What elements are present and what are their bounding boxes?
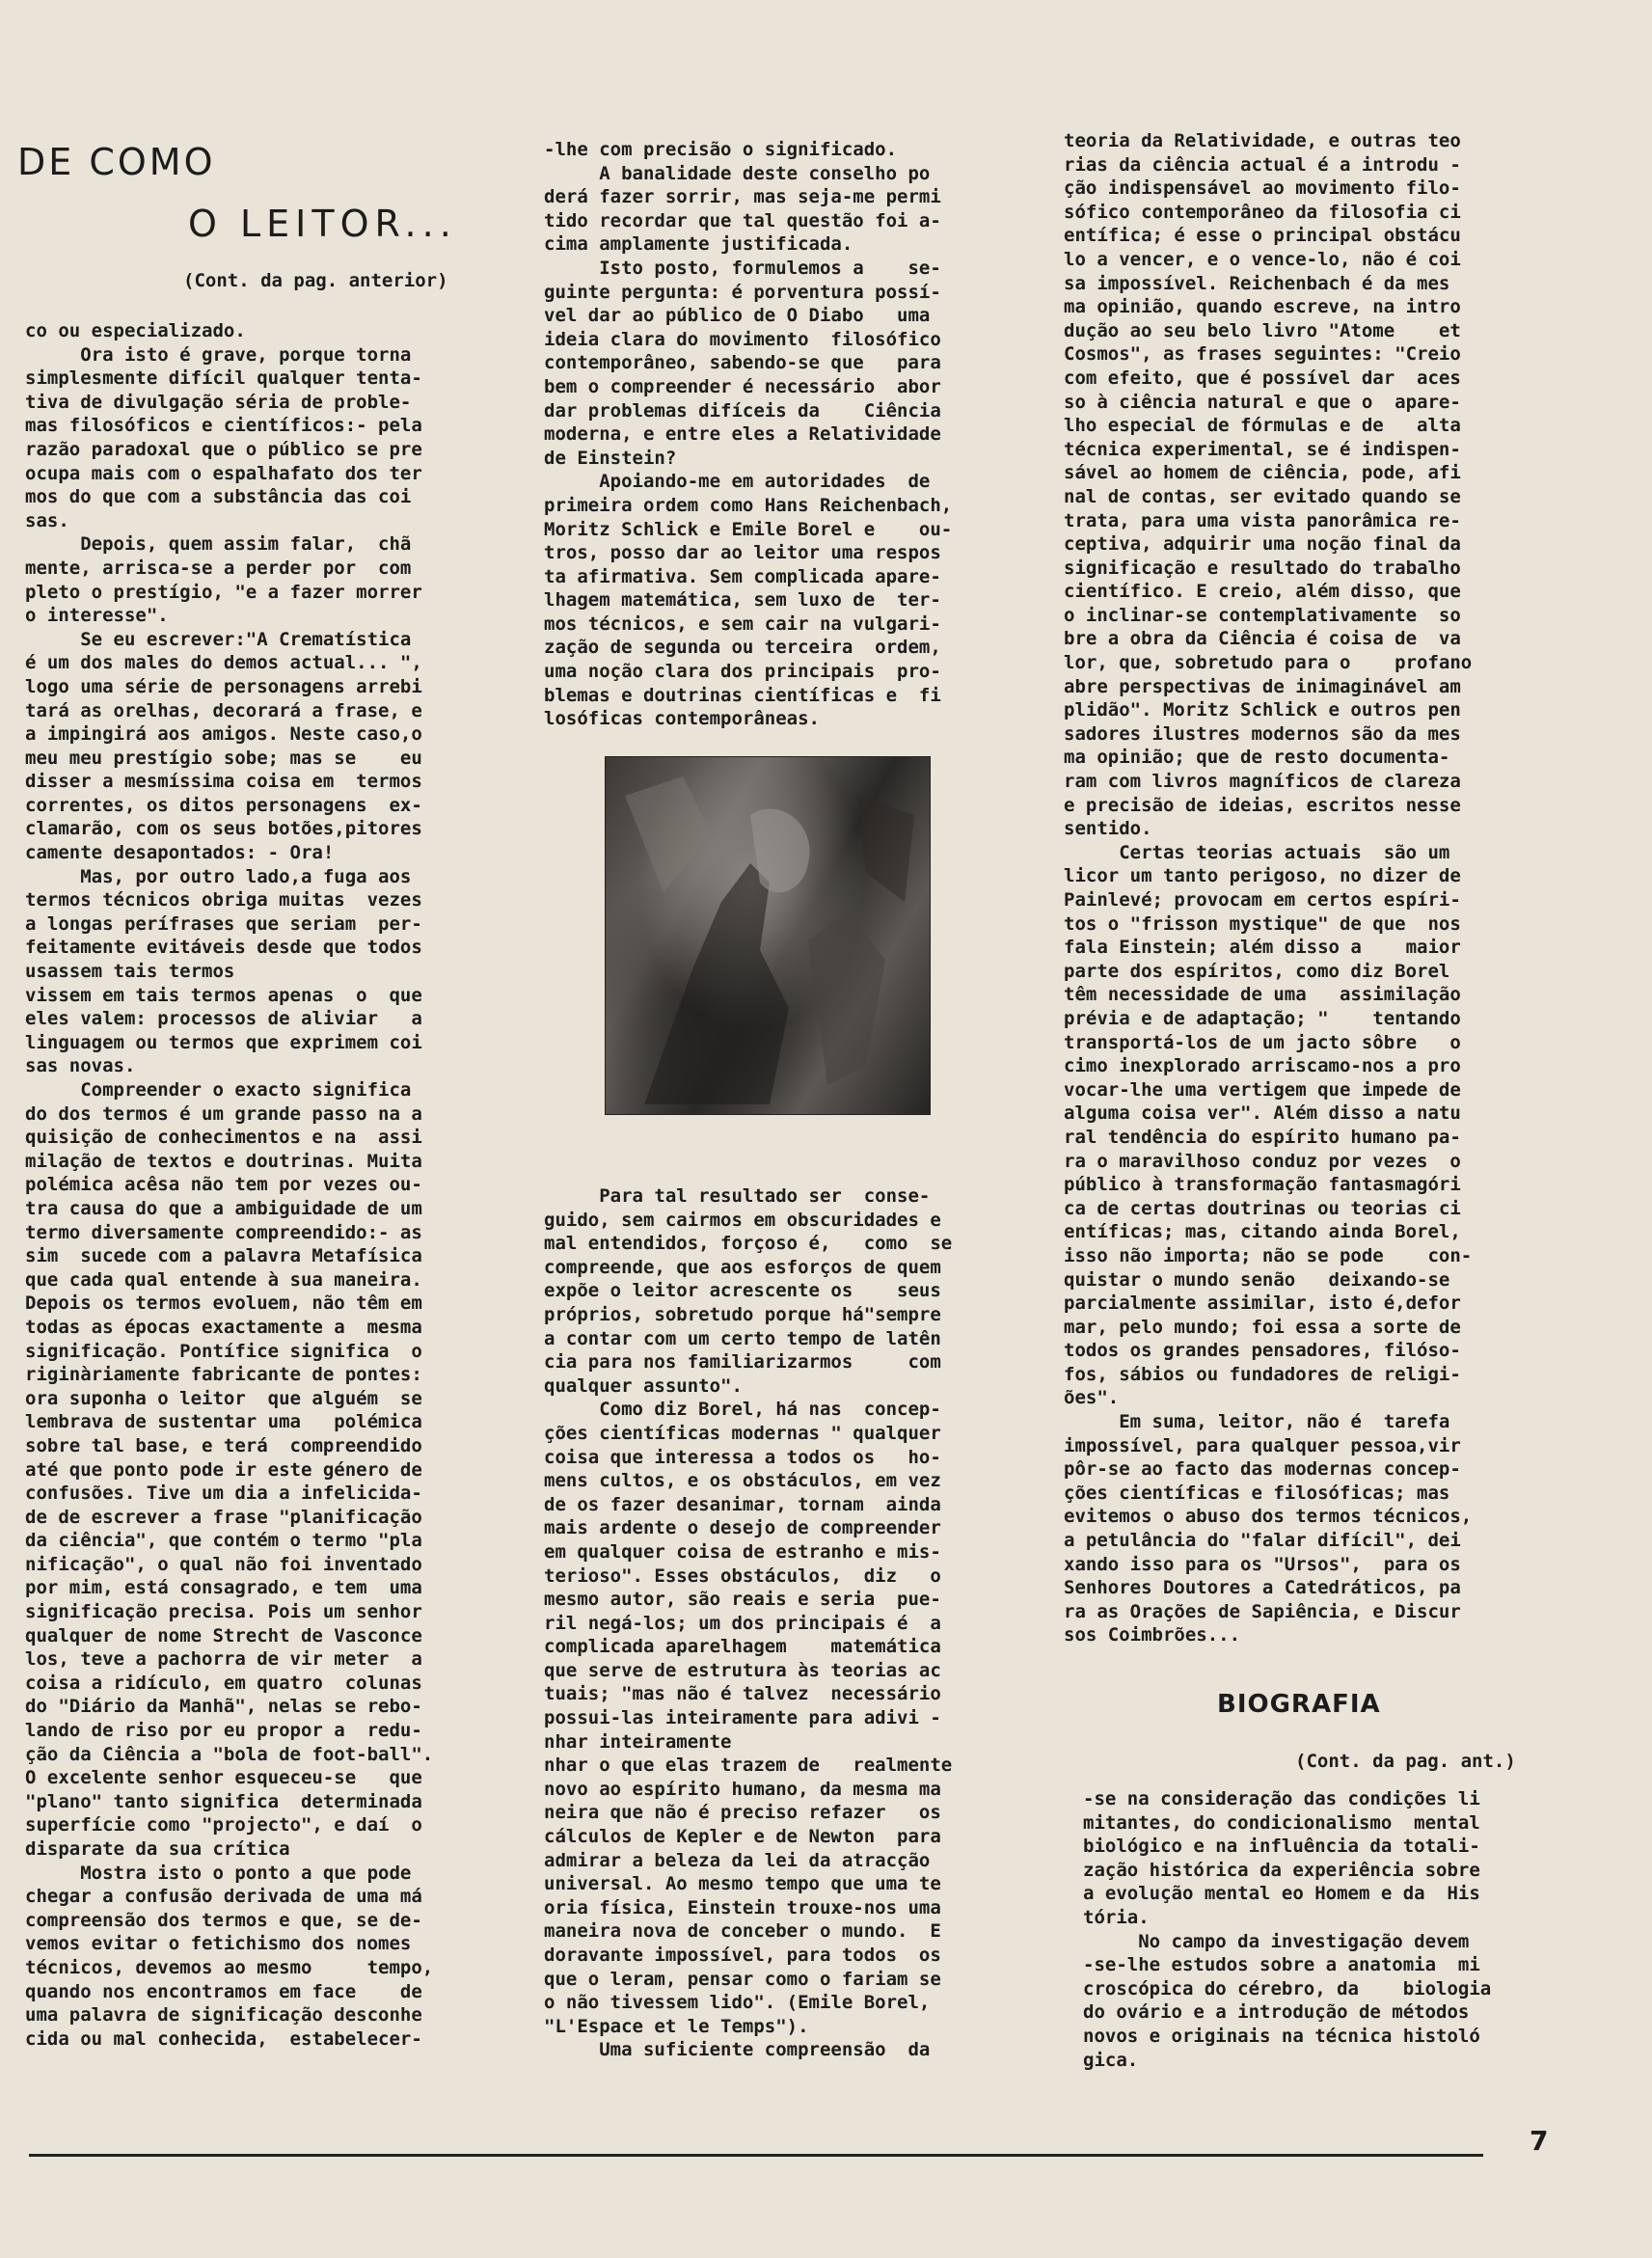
text-line: eles valem: processos de aliviar a xyxy=(25,1008,422,1030)
text-line: coisa que interessa a todos os ho- xyxy=(544,1446,941,1468)
text-line: expõe o leitor acrescente os seus xyxy=(544,1280,941,1302)
text-line: da ciência", que contém o termo "pla xyxy=(25,1530,422,1552)
text-line: tória. xyxy=(1083,1906,1150,1928)
text-line: -se na consideração das condições li xyxy=(1083,1788,1480,1809)
text-line: terioso". Esses obstáculos, diz o xyxy=(544,1564,941,1587)
text-line: que cada qual entende à sua maneira. xyxy=(25,1268,422,1291)
text-line: dar problemas difíceis da Ciência xyxy=(544,399,941,422)
text-line: transportá-los de um jacto sôbre o xyxy=(1064,1031,1461,1053)
text-line: uma noção clara dos principais pro- xyxy=(544,661,941,683)
text-line: mal entendidos, forçoso é, como se xyxy=(544,1233,953,1255)
text-line: termos técnicos obriga muitas vezes xyxy=(25,889,422,911)
text-line: plidão". Moritz Schlick e outros pen xyxy=(1064,699,1461,721)
text-line: científico. E creio, além disso, que xyxy=(1064,581,1461,603)
text-line: de Einstein? xyxy=(544,447,677,469)
column-right-top xyxy=(1064,129,1546,1673)
text-line: todos os grandes pensadores, filóso- xyxy=(1064,1340,1461,1362)
text-line: nal de contas, ser evitado quando se xyxy=(1064,485,1461,507)
text-line: meu meu prestígio sobe; mas se eu xyxy=(25,747,422,769)
text-line: razão paradoxal que o público se pre xyxy=(25,438,422,460)
text-line: por mim, está consagrado, e tem uma xyxy=(25,1577,422,1599)
text-line: cia para nos familiarizarmos com xyxy=(544,1351,941,1374)
text-line: do "Diário da Manhã", nelas se rebo- xyxy=(25,1696,422,1718)
text-line: sável ao homem de ciência, pode, afi xyxy=(1064,462,1461,484)
text-line: quistar o mundo senão deixando-se xyxy=(1064,1268,1450,1291)
text-line: biológico e na influência da totali- xyxy=(1083,1836,1480,1858)
text-line: novos e originais na técnica histoló xyxy=(1083,2025,1480,2047)
text-line: chegar a confusão derivada de uma má xyxy=(25,1886,422,1908)
text-line: vissem em tais termos apenas o que xyxy=(25,984,422,1006)
text-line: ideia clara do movimento filosófico xyxy=(544,328,941,350)
text-line: O excelente senhor esqueceu-se que xyxy=(25,1767,422,1789)
text-line: contemporâneo, sabendo-se que para xyxy=(544,352,941,374)
text-line: "L'Espace et le Temps"). xyxy=(544,2015,809,2037)
column-middle-top xyxy=(544,138,1016,746)
text-line: Depois, quem assim falar, chã xyxy=(25,533,412,556)
text-line: confusões. Tive um dia a infelicida- xyxy=(25,1483,422,1505)
text-line: cima amplamente justificada. xyxy=(544,233,853,256)
text-line: o inclinar-se contemplativamente so xyxy=(1064,604,1461,626)
text-line: cida ou mal conhecida, estabelecer- xyxy=(25,2027,422,2050)
text-line: ram com livros magníficos de clareza xyxy=(1064,771,1461,793)
text-line: mens cultos, e os obstáculos, em vez xyxy=(544,1470,941,1492)
text-line: ral tendência do espírito humano pa- xyxy=(1064,1126,1461,1148)
text-line: nhar o que elas trazem de realmente xyxy=(544,1755,953,1777)
text-line: isso não importa; não se pode con- xyxy=(1064,1244,1473,1266)
text-line: clamarão, com os seus botões,pitores xyxy=(25,818,422,840)
text-line: Painlevé; provocam em certos espíri- xyxy=(1064,889,1461,911)
text-line: coisa a ridículo, em quatro colunas xyxy=(25,1672,422,1694)
text-line: mitantes, do condicionalismo mental xyxy=(1083,1811,1480,1834)
text-line: têm necessidade de uma assimilação xyxy=(1064,984,1461,1006)
text-line: que o leram, pensar como o fariam se xyxy=(544,1968,941,1990)
text-line: a contar com um certo tempo de latên xyxy=(544,1327,941,1349)
text-line: quisição de conhecimentos e na assi xyxy=(25,1127,422,1149)
text-line: ção indispensável ao movimento filo- xyxy=(1064,177,1461,200)
text-line: até que ponto pode ir este género de xyxy=(25,1458,422,1481)
text-line: sentido. xyxy=(1064,818,1152,840)
text-line: compreensão dos termos e que, se de- xyxy=(25,1909,422,1931)
text-line: Senhores Doutores a Catedráticos, pa xyxy=(1064,1577,1461,1599)
text-line: cálculos de Kepler e de Newton para xyxy=(544,1826,941,1848)
text-line: lando de riso por eu propor a redu- xyxy=(25,1720,422,1742)
text-line: lhagem matemática, sem luxo de ter- xyxy=(544,589,941,612)
text-line: tido recordar que tal questão foi a- xyxy=(544,209,941,231)
text-line: do dos termos é um grande passo na a xyxy=(25,1102,422,1125)
text-line: nificação", o qual não foi inventado xyxy=(25,1553,422,1575)
text-line: ções científicas modernas " qualquer xyxy=(544,1422,941,1444)
text-line: ma opinião, quando escreve, na intro xyxy=(1064,296,1461,318)
text-line: qualquer assunto". xyxy=(544,1374,743,1397)
text-line: bem o compreender é necessário abor xyxy=(544,375,941,397)
text-line: público à transformação fantasmagóri xyxy=(1064,1174,1461,1196)
text-line: riginàriamente fabricante de pontes: xyxy=(25,1364,422,1386)
footer-rule xyxy=(29,2154,1483,2157)
text-line: disser a mesmíssima coisa em termos xyxy=(25,771,422,793)
text-line: milação de textos e doutrinas. Muita xyxy=(25,1150,422,1172)
text-line: ril negá-los; um dos principais é a xyxy=(544,1612,941,1634)
text-line: mar, pelo mundo; foi essa a sorte de xyxy=(1064,1316,1461,1338)
text-line: Apoiando-me em autoridades de xyxy=(544,471,931,493)
text-line: sadores ilustres modernos são da mes xyxy=(1064,722,1461,745)
text-line: disparate da sua crítica xyxy=(25,1838,290,1860)
text-line: teoria da Relatividade, e outras teo xyxy=(1064,130,1461,151)
text-line: termo diversamente compreendido:- as xyxy=(25,1221,422,1243)
text-line: com efeito, que é possível dar aces xyxy=(1064,367,1461,389)
text-line: parcialmente assimilar, isto é,defor xyxy=(1064,1292,1461,1315)
text-line: blemas e doutrinas científicas e fi xyxy=(544,684,941,706)
text-line: polémica acêsa não tem por vezes ou- xyxy=(25,1174,422,1196)
text-line: losóficas contemporâneas. xyxy=(544,708,820,730)
text-line: vemos evitar o fetichismo dos nomes xyxy=(25,1933,412,1955)
text-line: co ou especializado. xyxy=(25,320,246,341)
text-line: sas. xyxy=(25,509,69,531)
text-line: gica. xyxy=(1083,2049,1139,2071)
text-line: mas filosóficos e científicos:- pela xyxy=(25,415,422,437)
text-line: tará as orelhas, decorará a frase, e xyxy=(25,699,422,721)
text-line: o interesse". xyxy=(25,605,169,627)
text-line: so à ciência natural e que o apare- xyxy=(1064,391,1461,413)
text-line: ra o maravilhoso conduz por vezes o xyxy=(1064,1150,1461,1172)
text-line: usassem tais termos xyxy=(25,961,235,983)
text-line: Mas, por outro lado,a fuga aos xyxy=(25,865,412,887)
text-line: novo ao espírito humano, da mesma ma xyxy=(544,1778,941,1800)
biography-continuation-note: (Cont. da pag. ant.) xyxy=(1295,1751,1516,1772)
text-line: complicada aparelhagem matemática xyxy=(544,1636,941,1658)
text-line: todas as épocas exactamente a mesma xyxy=(25,1316,422,1338)
text-line: tra causa do que a ambiguidade de um xyxy=(25,1197,422,1219)
text-line: entíficas; mas, citando ainda Borel, xyxy=(1064,1221,1461,1243)
text-line: ões". xyxy=(1064,1387,1120,1409)
text-line: sa impossível. Reichenbach é da mes xyxy=(1064,272,1450,294)
text-line: lo a vencer, e o vence-lo, não é coi xyxy=(1064,248,1461,270)
text-line: abre perspectivas de inimaginável am xyxy=(1064,675,1461,697)
text-line: guinte pergunta: é porventura possí- xyxy=(544,281,941,303)
page-number: 7 xyxy=(1530,2125,1549,2157)
text-line: primeira ordem como Hans Reichenbach, xyxy=(544,494,953,516)
text-line: quando nos encontramos em face de xyxy=(25,1980,422,2002)
text-line: ra as Orações de Sapiência, e Discur xyxy=(1064,1600,1461,1622)
text-line: universal. Ao mesmo tempo que uma te xyxy=(544,1873,941,1895)
text-line: derá fazer sorrir, mas seja-me permi xyxy=(544,186,941,208)
text-line: ca de certas doutrinas ou teorias ci xyxy=(1064,1197,1461,1219)
text-line: -se-lhe estudos sobre a anatomia mi xyxy=(1083,1954,1480,1976)
text-line: admirar a beleza da lei da atracção xyxy=(544,1849,931,1871)
text-line: simplesmente difícil qualquer tenta- xyxy=(25,367,422,390)
text-line: parte dos espíritos, como diz Borel xyxy=(1064,960,1450,982)
text-line: sobre tal base, e terá compreendido xyxy=(25,1434,422,1456)
text-line: qualquer de nome Strecht de Vasconce xyxy=(25,1624,422,1646)
text-line: Para tal resultado ser conse- xyxy=(544,1185,931,1207)
text-line: alguma coisa ver". Além disso a natu xyxy=(1064,1102,1461,1125)
text-line: tros, posso dar ao leitor uma respos xyxy=(544,542,941,564)
text-line: próprios, sobretudo porque há"sempre xyxy=(544,1303,941,1325)
article-photograph xyxy=(605,756,931,1115)
text-line: mente, arrisca-se a perder por com xyxy=(25,557,412,579)
text-line: técnica experimental, se é indispen- xyxy=(1064,438,1461,460)
column-left xyxy=(25,319,488,2055)
text-line: guido, sem cairmos em obscuridades e xyxy=(544,1209,941,1231)
article-title-line-1: DE COMO xyxy=(17,141,216,183)
text-line: técnicos, devemos ao mesmo tempo, xyxy=(25,1956,434,1978)
text-line: a evolução mental eo Homem e da His xyxy=(1083,1883,1480,1905)
text-line: xando isso para os "Ursos", para os xyxy=(1064,1553,1461,1575)
text-line: lembrava de sustentar uma polémica xyxy=(25,1411,422,1433)
text-line: vocar-lhe uma vertigem que impede de xyxy=(1064,1078,1461,1101)
text-line: tuais; "mas não é talvez necessário xyxy=(544,1683,941,1705)
text-line: oria física, Einstein trouxe-nos uma xyxy=(544,1896,941,1918)
text-line: sófico contemporâneo da filosofia ci xyxy=(1064,201,1461,223)
text-line: possui-las inteiramente para adivi - xyxy=(544,1707,941,1729)
text-line: a longas perífrases que seriam per- xyxy=(25,912,422,935)
text-line: -lhe com precisão o significado. xyxy=(544,139,898,160)
text-line: Certas teorias actuais são um xyxy=(1064,841,1450,863)
text-line: compreende, que aos esforços de quem xyxy=(544,1256,941,1278)
text-line: "plano" tanto significa determinada xyxy=(25,1790,422,1812)
text-line: feitamente evitáveis desde que todos xyxy=(25,937,422,959)
text-line: a petulância do "falar difícil", dei xyxy=(1064,1530,1461,1552)
text-line: croscópica do cérebro, da biologia xyxy=(1083,1977,1492,2000)
article-title-line-2: O LEITOR... xyxy=(188,203,457,245)
text-line: tos o "frisson mystique" de que nos xyxy=(1064,912,1461,935)
text-line: Em suma, leitor, não é tarefa xyxy=(1064,1411,1450,1433)
text-line: camente desapontados: - Ora! xyxy=(25,842,335,864)
text-line: é um dos males do demos actual... ", xyxy=(25,652,422,674)
text-line: rias da ciência actual é a introdu - xyxy=(1064,153,1461,176)
text-line: licor um tanto perigoso, no dizer de xyxy=(1064,865,1461,887)
text-line: fala Einstein; além disso a maior xyxy=(1064,937,1461,959)
text-line: No campo da investigação devem xyxy=(1083,1930,1470,1952)
text-line: significação. Pontífice significa o xyxy=(25,1340,422,1362)
text-line: Moritz Schlick e Emile Borel e ou- xyxy=(544,518,953,540)
text-line: A banalidade deste conselho po xyxy=(544,162,931,184)
text-line: los, teve a pachorra de vir meter a xyxy=(25,1648,422,1671)
text-line: ceptiva, adquirir uma noção final da xyxy=(1064,533,1461,556)
text-line: vel dar ao público de O Diabo uma xyxy=(544,305,931,327)
text-line: Isto posto, formulemos a se- xyxy=(544,257,941,279)
text-line: ta afirmativa. Sem complicada apare- xyxy=(544,565,941,587)
text-line: uma palavra de significação desconhe xyxy=(25,2004,422,2027)
text-line: maneira nova de conceber o mundo. E xyxy=(544,1920,941,1943)
text-line: ora suponha o leitor que alguém se xyxy=(25,1387,422,1409)
text-line: moderna, e entre eles a Relatividade xyxy=(544,423,941,446)
text-line: em qualquer coisa de estranho e mis- xyxy=(544,1540,941,1563)
text-line: significação precisa. Pois um senhor xyxy=(25,1601,422,1623)
text-line: prévia e de adaptação; " tentando xyxy=(1064,1007,1461,1029)
text-line: cimo inexplorado arriscamo-nos a pro xyxy=(1064,1055,1461,1077)
text-line: Mostra isto o ponto a que pode xyxy=(25,1862,412,1884)
text-line: doravante impossível, para todos os xyxy=(544,1945,941,1966)
photograph-texture xyxy=(606,757,930,1114)
text-line: ções científicas e filosóficas; mas xyxy=(1064,1482,1450,1504)
text-line: Uma suficiente compreensão da xyxy=(544,2039,931,2061)
text-line: significação e resultado do trabalho xyxy=(1064,557,1461,579)
text-line: mais ardente o desejo de compreender xyxy=(544,1517,941,1539)
text-line: superfície como "projecto", e daí o xyxy=(25,1814,422,1836)
text-line: a impingirá aos amigos. Neste caso,o xyxy=(25,723,422,746)
text-line: sos Coimbrões... xyxy=(1064,1624,1241,1646)
text-line: logo uma série de personagens arrebi xyxy=(25,675,422,697)
text-line: pleto o prestígio, "e a fazer morrer xyxy=(25,581,422,603)
biography-heading: BIOGRAFIA xyxy=(1217,1690,1381,1719)
text-line: pôr-se ao facto das modernas concep- xyxy=(1064,1458,1461,1481)
text-line: sim sucede com a palavra Metafísica xyxy=(25,1245,422,1267)
text-line: ma opinião; que de resto documenta- xyxy=(1064,747,1450,769)
text-line: mos técnicos, e sem cair na vulgari- xyxy=(544,612,941,635)
text-line: zação histórica da experiência sobre xyxy=(1083,1859,1480,1881)
text-line: ocupa mais com o espalhafato dos ter xyxy=(25,462,422,484)
text-line: fos, sábios ou fundadores de religi- xyxy=(1064,1363,1461,1385)
text-line: tiva de divulgação séria de proble- xyxy=(25,391,412,413)
column-middle-bottom xyxy=(544,1184,1016,2072)
text-line: e precisão de ideias, escritos nesse xyxy=(1064,794,1461,816)
text-line: evitemos o abuso dos termos técnicos, xyxy=(1064,1506,1473,1528)
text-line: dução ao seu belo livro "Atome et xyxy=(1064,319,1461,341)
text-line: Como diz Borel, há nas concep- xyxy=(544,1399,941,1421)
text-line: Cosmos", as frases seguintes: "Creio xyxy=(1064,343,1461,366)
text-line: correntes, os ditos personagens ex- xyxy=(25,794,422,816)
text-line: de de escrever a frase "planificação xyxy=(25,1506,422,1528)
text-line: sas novas. xyxy=(25,1055,136,1077)
text-line: mos do que com a substância das coi xyxy=(25,486,412,508)
text-line: Ora isto é grave, porque torna xyxy=(25,343,412,366)
text-line: entífica; é esse o principal obstácu xyxy=(1064,225,1461,247)
text-line: linguagem ou termos que exprimem coi xyxy=(25,1031,422,1053)
text-line: lho especial de fórmulas e de alta xyxy=(1064,415,1461,437)
text-line: Compreender o exacto significa xyxy=(25,1079,412,1101)
text-line: o não tivessem lido". (Emile Borel, xyxy=(544,1992,931,2014)
text-line: do ovário e a introdução de métodos xyxy=(1083,2001,1470,2024)
text-line: neira que não é preciso refazer os xyxy=(544,1802,941,1824)
text-line: ção da Ciência a "bola de foot-ball". xyxy=(25,1743,434,1765)
text-line: Depois os termos evoluem, não têm em xyxy=(25,1292,422,1315)
text-line: Se eu escrever:"A Crematística xyxy=(25,628,412,650)
text-line: mesmo autor, são reais e seria pue- xyxy=(544,1589,941,1611)
column-biography xyxy=(1083,1787,1556,2086)
text-line: zação de segunda ou terceira ordem, xyxy=(544,637,941,659)
text-line: bre a obra da Ciência é coisa de va xyxy=(1064,628,1461,650)
text-line: impossível, para qualquer pessoa,vir xyxy=(1064,1434,1461,1456)
text-line: de os fazer desanimar, tornam ainda xyxy=(544,1493,941,1515)
text-line: nhar inteiramente xyxy=(544,1730,732,1753)
text-line: trata, para uma vista panorâmica re- xyxy=(1064,509,1461,531)
article-continuation-note: (Cont. da pag. anterior) xyxy=(183,270,448,291)
text-line: lor, que, sobretudo para o profano xyxy=(1064,652,1473,674)
text-line: que serve de estrutura às teorias ac xyxy=(544,1659,941,1681)
